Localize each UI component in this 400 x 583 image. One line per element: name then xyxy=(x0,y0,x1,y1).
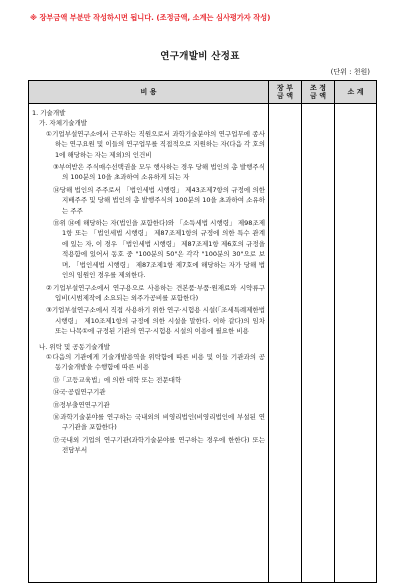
list-item: ②기업부설연구소에서 연구용으로 사용하는 견본품·부품·원재료와 시약류구입비(시범제작에 소요되는 외주가공비를 포함한다) xyxy=(46,283,265,302)
list-item: ⑮위 ⑭에 해당하는 자(법인을 포함한다)와 「소득세법 시행령」 제98조제1항 또는 「법인세법 시행령」 제87조제1항의 규정에 의한 특수 관계에 있는 자, 이 경우 「법인세법 시행령」 제87조제1항 제6호의 규정을 적용함에 있어서 동호 중 "100분의 50"은 각각 "100분의 30"으로 보며, 「법인세법 시행령」 제87조제1항 제7호에 해당하는 자가 당해 법인의 임원인 경우를 제외한다. xyxy=(53,219,265,280)
page-title: 연구개발비 산정표 xyxy=(160,51,240,62)
header-item: 비 용 xyxy=(29,81,269,104)
subtotal-cell[interactable] xyxy=(335,104,377,583)
unit-label: (단위 : 천원) xyxy=(330,68,370,76)
header-book-amount xyxy=(269,81,302,104)
list-item: ①다음의 기관에게 기술개발용역을 위탁함에 따른 비용 및 이들 기관과의 공동기술개발을 수행함에 따른 비용 xyxy=(46,352,265,372)
header-adjust-amount xyxy=(302,81,335,104)
list-item: ⑰국내외 기업의 연구기관(과학기술분야를 연구하는 경우에 한한다) 또는 전담부서 xyxy=(53,435,265,455)
list-item: ③부여받은 주식매수선택권을 모두 행사하는 경우 당해 법인의 총 발행주식의 100분의 10을 초과하여 소유하게 되는 자 xyxy=(53,163,265,182)
list-item: ⑯과학기술분야를 연구하는 국내외의 비영리법인(비영리법인에 부설된 연구기관을 포함한다) xyxy=(53,412,265,432)
section-1b-heading: 나. 위탁 및 공동기술개발 xyxy=(39,342,111,351)
adjust-amount-cell[interactable] xyxy=(302,104,335,583)
header-subtotal: 소 계 xyxy=(335,81,377,104)
content-body xyxy=(29,104,268,582)
header-adjust-label: 조 정 금 액 xyxy=(310,84,326,100)
section-1a-heading: 가. 자체기술개발 xyxy=(39,119,88,128)
section-1-heading: 1. 기술개발 xyxy=(32,109,66,117)
list-item: ⑮정부출연연구기관 xyxy=(53,400,110,409)
list-item: ①기업부설연구소에서 근무하는 직원으로서 과학기술분야의 연구업무에 종사하는 연구요원 및 이들의 연구업무를 직접적으로 지원하는 자(다음 각 호의 1에 해당하는 자는 제외)의 인건비 xyxy=(46,129,265,159)
list-item: ⑭당해 법인의 주주로서 「법인세법 시행령」 제43조제7항의 규정에 의한 지배주주 및 당해 법인의 총 발행주식의 100분의 10을 초과하여 소유하는 주주 xyxy=(53,185,265,215)
content-cell xyxy=(29,104,269,583)
list-item: ⑭국·공립연구기관 xyxy=(53,388,106,397)
book-amount-cell[interactable] xyxy=(269,104,302,583)
notice-text: ※ 장부금액 부분만 작성하시면 됩니다. (조정금액, 소계는 심사평가자 작성) xyxy=(30,13,271,22)
list-item: ⑬「고등교육법」에 의한 대학 또는 전문대학 xyxy=(53,375,182,384)
header-book-label: 장 부 금 액 xyxy=(277,84,293,100)
list-item: ③기업부설연구소에서 직접 사용하기 위한 연구·시험용 시설(「조세특례제한법 시행령」 제10조제1항의 규정에 의한 시설을 말한다. 이하 같다)의 임차 또는 나목①에 규정된 기관의 연구·시험용 시설의 이용에 필요한 비용 xyxy=(46,306,265,336)
cost-table xyxy=(28,80,377,583)
